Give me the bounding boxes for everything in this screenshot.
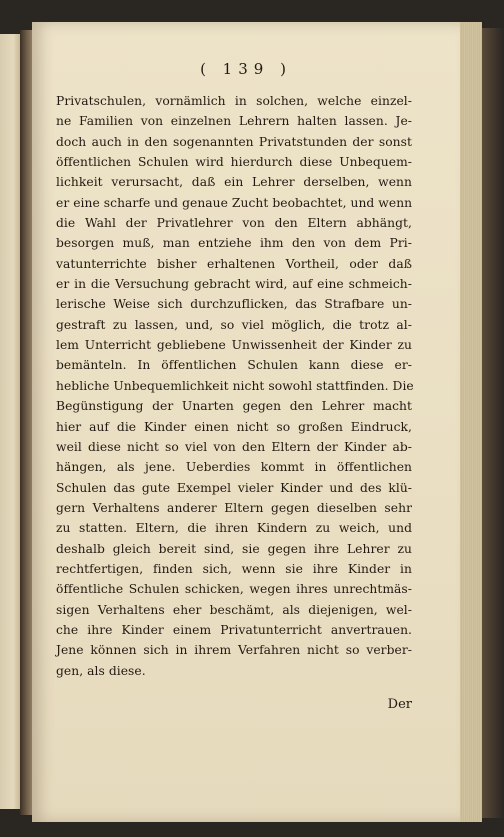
text-line-final: gen, als diese. [56, 663, 146, 678]
text-line: Privatschulen, vornämlich in solchen, welche einzel- [56, 94, 412, 108]
text-line: che ihre Kinder einem Privatunterricht anvertrauen. [56, 622, 412, 637]
page-fore-edge [460, 22, 482, 822]
text-line: weil diese nicht so viel von den Eltern der Kinder ab- [56, 439, 412, 454]
text-line: rechtfertigen, finden sich, wenn sie ihre Kinder in [56, 561, 412, 576]
catchword: Der [387, 696, 412, 712]
text-line: er in die Versuchung gebracht wird, auf eine schmeich- [56, 277, 412, 292]
text-line: lichkeit verursacht, daß ein Lehrer derselben, wenn [56, 175, 412, 190]
text-line: zu statten. Eltern, die ihren Kindern zu weich, und [56, 521, 412, 536]
text-line: öffentliche Schulen schicken, wegen ihres unrechtmäs- [56, 582, 412, 597]
text-line: er eine scharfe und genaue Zucht beobachtet, und wenn [56, 195, 413, 210]
text-line: lem Unterricht gebliebene Unwissenheit der Kinder zu [56, 338, 412, 353]
text-line: deshalb gleich bereit sind, sie gegen ihre Lehrer zu [56, 541, 412, 556]
text-line: doch auch in den sogenannten Privatstunden der sonst [56, 134, 412, 149]
text-line: hier auf die Kinder einen nicht so großen Eindruck, [56, 419, 412, 434]
text-line: gestraft zu lassen, und, so viel möglich, die trotz al- [56, 317, 412, 332]
text-line: hebliche Unbequemlichkeit nicht sowohl stattfinden. Die [56, 378, 414, 393]
text-line: bemänteln. In öffentlichen Schulen kann diese er- [56, 358, 412, 373]
text-line: hängen, als jene. Ueberdies kommt in öffentlichen [56, 460, 412, 475]
book-cover-edge [482, 28, 504, 818]
text-line: vatunterrichte bisher erhaltenen Vortheil, oder daß [56, 256, 412, 271]
text-line: die Wahl der Privatlehrer von den Eltern abhängt, [56, 216, 412, 231]
text-line: Begünstigung der Unarten gegen den Lehrer macht [56, 399, 412, 414]
text-line: gern Verhaltens anderer Eltern gegen dieselben sehr [56, 500, 412, 515]
page-text-block [56, 60, 412, 712]
page-number: ( 139 ) [200, 60, 292, 78]
previous-page-edge [0, 34, 22, 809]
text-line: besorgen muß, man entziehe ihm den von dem Pri- [56, 236, 412, 251]
text-line: lerische Weise sich durchzuflicken, das Strafbare un- [56, 297, 412, 312]
text-line: ne Familien von einzelnen Lehrern halten lassen. Je- [56, 114, 412, 129]
text-line: Jene können sich in ihrem Verfahren nicht so verber- [56, 643, 412, 658]
text-line: Schulen das gute Exempel vieler Kinder und des klü- [56, 480, 412, 495]
text-line: öffentlichen Schulen wird hierdurch diese Unbequem- [56, 155, 412, 170]
text-line: sigen Verhaltens eher beschämt, als diejenigen, wel- [56, 602, 412, 617]
